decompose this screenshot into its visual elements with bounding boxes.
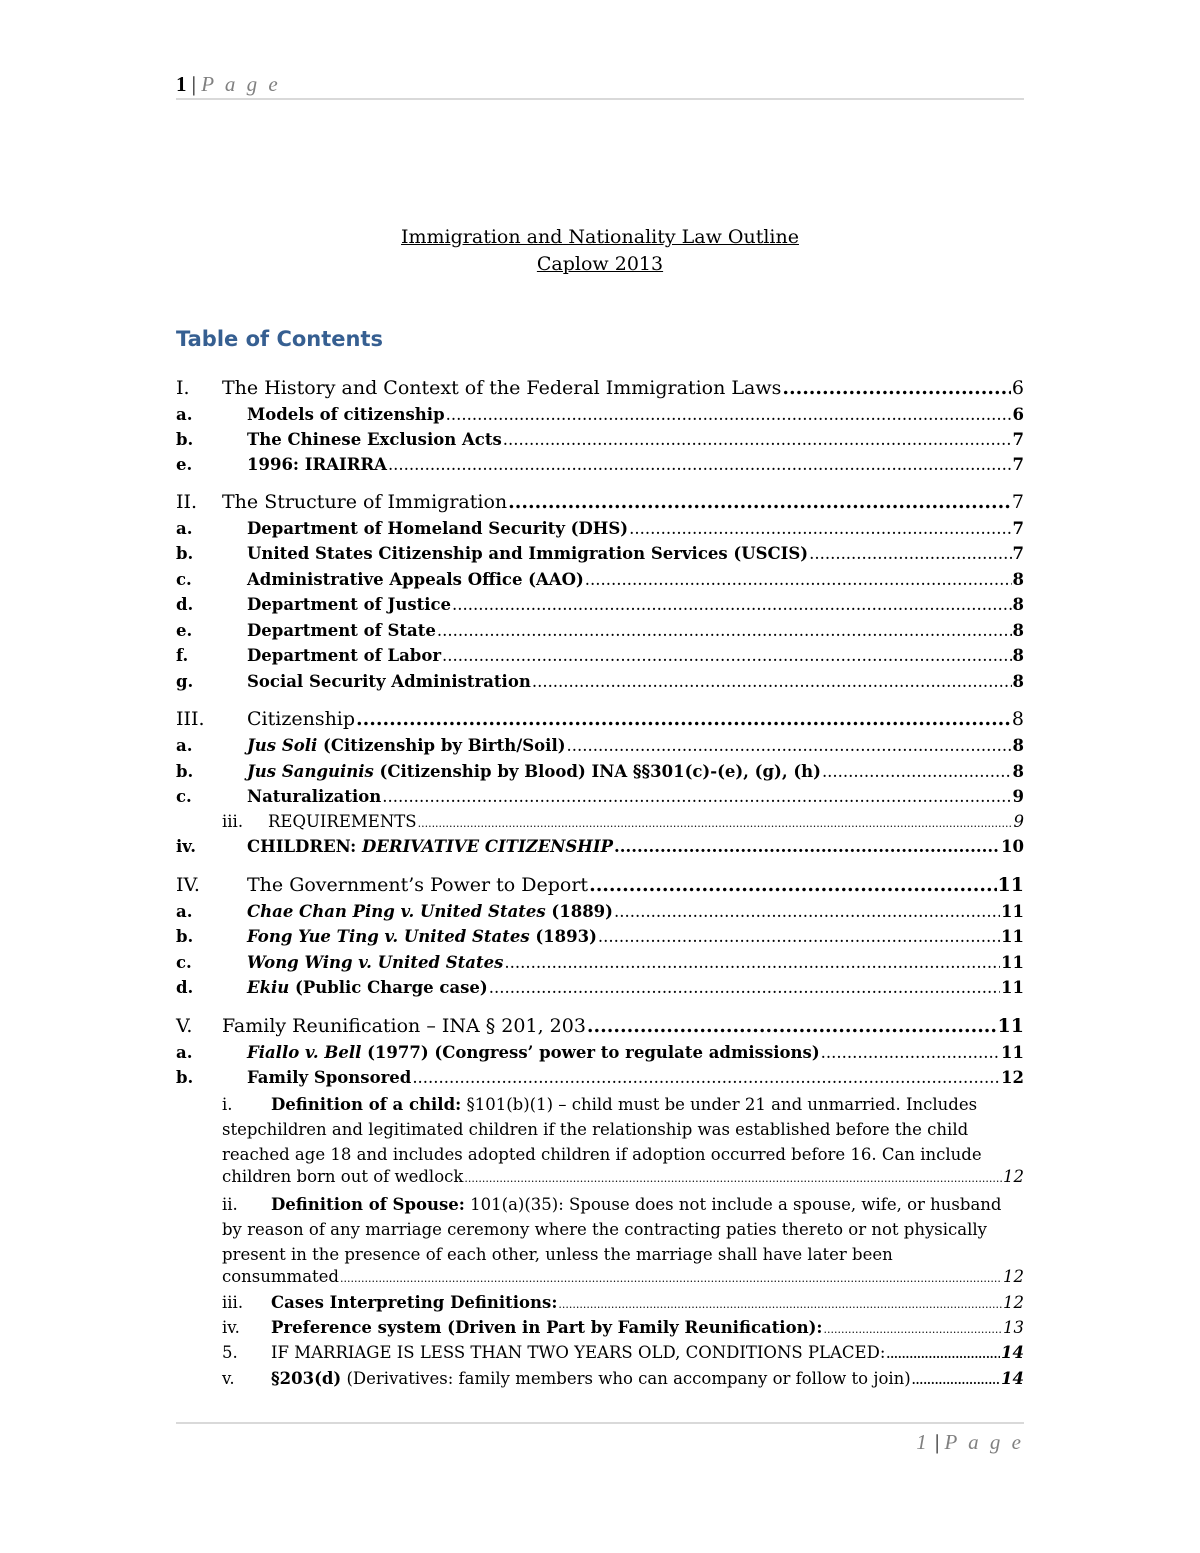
toc-leader [418,817,1013,830]
toc-entry[interactable] [176,570,1024,589]
toc-title: Citizenship [247,708,356,730]
toc-entry[interactable] [176,455,1024,474]
toc-number: e. [176,621,193,640]
toc-entry[interactable] [176,708,1024,730]
toc-number: f. [176,646,189,665]
toc-title: 1996: IRAIRRA [247,455,387,474]
toc-title: (Citizenship by Birth/Soil) [317,736,566,755]
toc-page: 7 [1012,544,1024,563]
toc-title: Department of Homeland Security (DHS) [247,519,629,538]
toc-title: Family Reunification – INA § 201, 203 [222,1015,586,1037]
toc-title: The Government’s Power to Deport [247,874,589,896]
document-subtitle: Caplow 2013 [536,253,664,275]
toc-number: c. [176,787,192,806]
toc-title: (Public Charge case) [289,978,488,997]
toc-page: 8 [1012,672,1024,691]
toc-page: 7 [1011,491,1024,513]
toc-entry-last-line[interactable] [222,1167,1024,1186]
toc-leader [442,646,1011,665]
toc-title-italic: Fong Yue Ting v. United States [247,927,530,946]
toc-number: IV. [176,874,200,896]
toc-leader [821,1043,1000,1062]
toc-number: c. [176,570,192,589]
toc-leader [382,787,1011,806]
toc-leader [585,570,1012,589]
toc-entry[interactable] [176,377,1024,399]
toc-leader [437,621,1012,640]
toc-leader [614,837,1000,856]
toc-title: (1889) [545,902,613,921]
toc-page: 8 [1012,736,1024,755]
toc-entry[interactable] [176,519,1024,538]
toc-title-bold: §203(d) [271,1369,342,1388]
toc-page: 6 [1012,405,1024,424]
toc-title-line: 101(a)(35): Spouse does not include a spouse, wife, or husband [464,1195,1002,1214]
toc-page: 7 [1012,430,1024,449]
toc-number: b. [176,927,194,946]
toc-page: 11 [1001,1043,1024,1062]
toc-page: 8 [1012,595,1024,614]
toc-number: b. [176,762,194,781]
toc-number: iv. [222,1318,240,1337]
toc-page: 13 [1003,1318,1024,1337]
toc-page: 12 [1001,1068,1024,1087]
toc-title-italic: Wong Wing v. United States [247,953,504,972]
toc-title-line: reached age 18 and includes adopted children if adoption occurred before 16. Can include [222,1145,982,1164]
toc-entry[interactable] [222,1293,1024,1312]
toc-title: Models of citizenship [247,405,445,424]
toc-entry[interactable] [176,1015,1024,1037]
toc-entry[interactable] [176,430,1024,449]
toc-title-italic: Chae Chan Ping v. United States [247,902,546,921]
footer-page-word: P a g e [944,1430,1024,1454]
toc-title-line: consummated [222,1267,339,1286]
toc-title: Department of Justice [247,595,452,614]
toc-number: a. [176,405,193,424]
toc-entry[interactable] [176,736,1024,755]
toc-page: 12 [1003,1167,1024,1186]
toc-leader [558,1298,1002,1311]
toc-entry[interactable] [176,491,1024,513]
toc-leader [629,519,1011,538]
toc-page: 12 [1003,1267,1024,1286]
toc-leader [412,1068,1000,1087]
toc-title: Department of Labor [247,646,442,665]
toc-number: d. [176,595,194,614]
toc-page: 11 [997,1015,1024,1037]
toc-entry[interactable] [176,621,1024,640]
toc-page: 9 [1012,787,1024,806]
document-title: Immigration and Nationality Law Outline [401,226,799,248]
toc-page: 8 [1011,708,1024,730]
toc-leader [589,874,996,896]
toc-entry[interactable] [176,837,1024,856]
toc-title-line: present in the presence of each other, unless the marriage shall have later been [222,1245,893,1264]
toc-leader [489,978,1000,997]
toc-title: CHILDREN: [247,837,362,856]
header-page-word: P a g e [201,72,281,96]
toc-entry[interactable] [176,978,1024,997]
toc-entry[interactable] [222,1343,1024,1362]
toc-page: 11 [1001,927,1024,946]
toc-title-italic: Ekiu [247,978,290,997]
toc-number: i. [222,1095,233,1114]
toc-page: 7 [1012,455,1024,474]
toc-number: I. [176,377,190,399]
toc-leader [823,1323,1002,1336]
toc-number: iii. [222,1293,244,1312]
toc-entry[interactable] [176,902,1024,921]
header-page-number: 1 [176,72,187,96]
toc-entry[interactable] [176,646,1024,665]
toc-page: 7 [1012,519,1024,538]
toc-title-line: by reason of any marriage ceremony where the contracting paties thereto or not physically [222,1220,987,1239]
toc-number: iv. [176,837,196,856]
toc-leader [912,1374,1000,1387]
toc-leader [508,491,1011,513]
toc-number: g. [176,672,194,691]
toc-leader [503,430,1012,449]
toc-page: 11 [1001,953,1024,972]
toc-title-italic: Fiallo v. Bell [247,1043,362,1062]
toc-title-italic: Jus Sanguinis [247,762,374,781]
toc-title-line: §101(b)(1) – child must be under 21 and unmarried. Includes [461,1095,978,1114]
page-footer: 1 | P a g e [176,1422,1024,1424]
toc-title: (1977) (Congress’ power to regulate admissions) [361,1043,820,1062]
toc-title-italic: Jus Soli [247,736,318,755]
toc-number: III. [176,708,205,730]
toc-entry[interactable] [176,1068,1024,1087]
toc-entry[interactable] [176,927,1024,946]
toc-entry-multiline[interactable] [222,1092,1012,1167]
toc-number: b. [176,544,194,563]
toc-leader [886,1348,1000,1361]
toc-entry[interactable] [176,762,1024,781]
toc-title: (Citizenship by Blood) INA §§301(c)-(e), (g), (h) [373,762,821,781]
toc-page: 11 [1001,902,1024,921]
toc-title-line: children born out of wedlock [222,1167,464,1186]
toc-number: b. [176,430,194,449]
toc-leader [598,927,1000,946]
toc-title: United States Citizenship and Immigration Services (USCIS) [247,544,809,563]
toc-title-bold: Definition of Spouse: [271,1195,465,1214]
toc-entry-last-line[interactable] [222,1267,1024,1286]
toc-page: 14 [1001,1343,1024,1362]
toc-page: 8 [1012,570,1024,589]
toc-title: The Structure of Immigration [222,491,508,513]
toc-leader [446,405,1012,424]
toc-number: ii. [222,1195,238,1214]
toc-title-line: stepchildren and legitimated children if the relationship was established before the child [222,1120,969,1139]
toc-number: e. [176,455,193,474]
toc-title: Department of State [247,621,436,640]
toc-page: 8 [1012,646,1024,665]
toc-leader [464,1172,1002,1185]
toc-number: v. [222,1369,235,1388]
toc-entry[interactable] [176,812,1024,831]
toc-entry[interactable] [176,405,1024,424]
toc-leader [587,1015,997,1037]
toc-entry[interactable] [176,953,1024,972]
toc-page: 11 [1001,978,1024,997]
toc-entry[interactable] [176,787,1024,806]
toc-page: 10 [1001,837,1024,856]
toc-entry[interactable] [176,544,1024,563]
toc-page: 8 [1012,762,1024,781]
toc-title-bold: Definition of a child: [271,1095,462,1114]
toc-title: Naturalization [247,787,382,806]
toc-title: Administrative Appeals Office (AAO) [247,570,584,589]
toc-entry[interactable] [176,1043,1024,1062]
toc-entry[interactable] [222,1369,1024,1388]
toc-number: II. [176,491,198,513]
toc-heading: Table of Contents [176,327,384,351]
toc-leader [388,455,1012,474]
toc-number: c. [176,953,192,972]
toc-page: 12 [1003,1293,1024,1312]
toc-leader [822,762,1012,781]
toc-title: The Chinese Exclusion Acts [247,430,502,449]
toc-title: IF MARRIAGE IS LESS THAN TWO YEARS OLD, CONDITIONS PLACED: [271,1343,886,1362]
toc-page: 11 [997,874,1024,896]
toc-title-italic: DERIVATIVE CITIZENSHIP [361,837,614,856]
toc-leader [504,953,1000,972]
footer-page-number: 1 [916,1430,930,1454]
toc-number: a. [176,519,193,538]
toc-page: 8 [1012,621,1024,640]
toc-number: d. [176,978,194,997]
toc-page: 6 [1011,377,1024,399]
toc-entry-multiline[interactable] [222,1192,1012,1267]
toc-leader [340,1272,1002,1285]
toc-leader [809,544,1011,563]
toc-number: a. [176,736,193,755]
toc-page: 14 [1001,1369,1024,1388]
page-header: 1 | P a g e [176,72,1024,100]
toc-entry[interactable] [176,874,1024,896]
toc-number: V. [176,1015,193,1037]
toc-number: a. [176,902,193,921]
toc-title: (Derivatives: family members who can accompany or follow to join) [341,1369,911,1388]
toc-title: The History and Context of the Federal Immigration Laws [222,377,782,399]
toc-title: REQUIREMENTS [268,812,417,831]
toc-title: (1893) [529,927,597,946]
toc-entry[interactable] [176,595,1024,614]
toc-entry[interactable] [176,672,1024,691]
toc-leader [532,672,1012,691]
toc-number: b. [176,1068,194,1087]
toc-entry[interactable] [222,1318,1024,1337]
toc-leader [452,595,1011,614]
toc-leader [567,736,1012,755]
toc-title: Family Sponsored [247,1068,412,1087]
toc-leader [356,708,1011,730]
toc-number: 5. [222,1343,238,1362]
toc-page: 9 [1013,812,1024,831]
toc-title: Preference system (Driven in Part by Family Reunification): [271,1318,823,1337]
toc-title: Cases Interpreting Definitions: [271,1293,558,1312]
toc-leader [614,902,1000,921]
toc-number: iii. [222,812,244,831]
toc-number: a. [176,1043,193,1062]
toc-leader [782,377,1011,399]
toc-title: Social Security Administration [247,672,531,691]
